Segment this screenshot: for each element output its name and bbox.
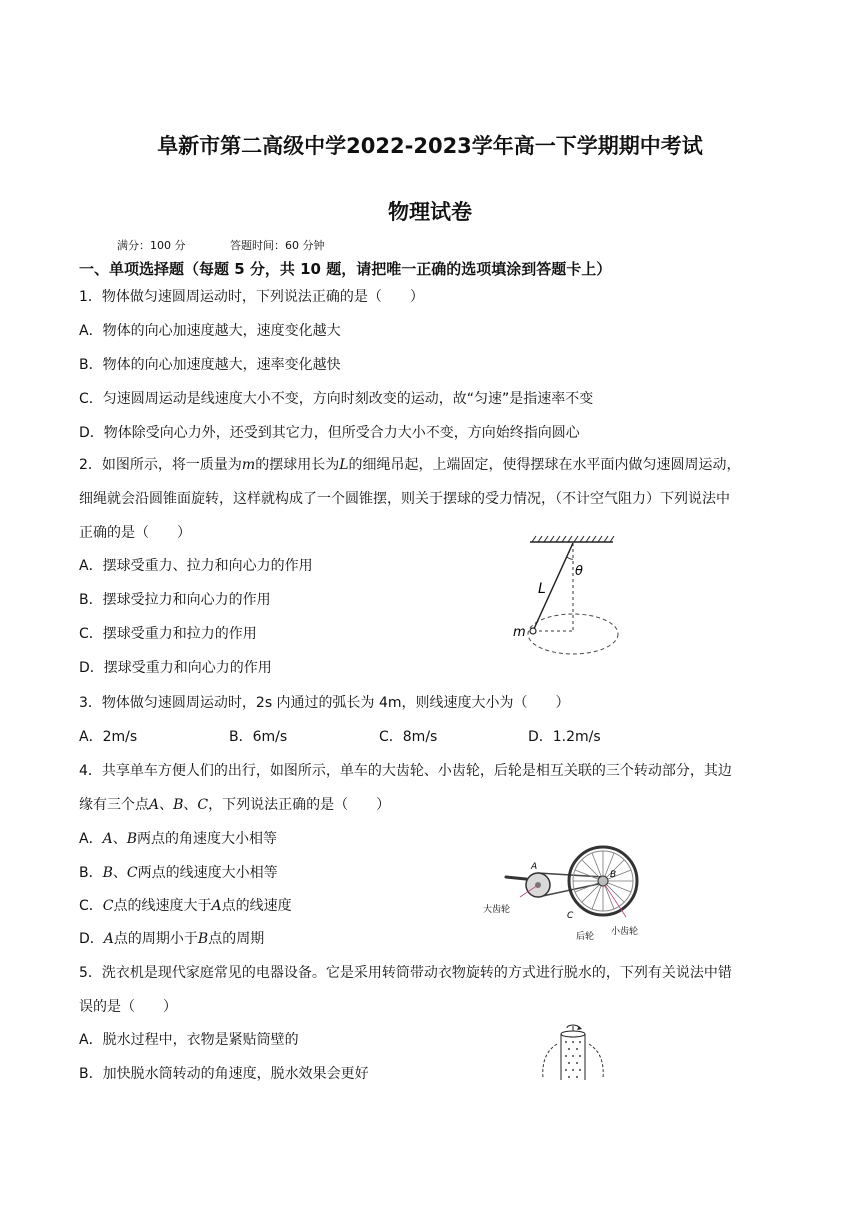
label-a: A xyxy=(531,862,538,872)
angle-arc xyxy=(567,557,573,559)
question-1-option-b: B．物体的向心加速度越大，速率变化越快 xyxy=(79,357,341,373)
question-1-option-c: C．匀速圆周运动是线速度大小不变，方向时刻改变的运动，故“匀速”是指速率不变 xyxy=(79,391,594,407)
rear-wheel-label: 后轮 xyxy=(576,932,595,942)
q4-sep: 、 xyxy=(183,797,198,813)
conical-pendulum-figure xyxy=(505,535,630,660)
q4-sep: 、 xyxy=(159,797,174,813)
pedal-crank xyxy=(506,877,526,879)
question-2-stem-line2: 细绳就会沿圆锥面旋转，这样就构成了一个圆锥摆，则关于摆球的受力情况，（不计空气阻力）下列说法中 xyxy=(79,491,730,507)
drum-top xyxy=(561,1031,585,1037)
question-3-stem: 3．物体做匀速圆周运动时，2s 内通过的弧长为 4m，则线速度大小为（ ） xyxy=(79,695,570,711)
option-var: B xyxy=(197,931,209,947)
question-2-option-b: B．摆球受拉力和向心力的作用 xyxy=(79,592,271,608)
question-2-stem-line1 xyxy=(79,456,741,474)
question-4-stem-line2 xyxy=(79,796,390,814)
question-4-option-d xyxy=(79,930,264,948)
circular-path xyxy=(528,614,618,654)
question-4-option-a xyxy=(79,830,277,848)
label-c: C xyxy=(567,911,574,921)
option-text: 、 xyxy=(112,865,127,881)
q2-text: 2．如图所示，将一质量为 xyxy=(79,457,242,473)
question-2-stem-line3: 正确的是（ ） xyxy=(79,525,191,541)
question-3-option-c: C．8m/s xyxy=(379,729,438,745)
option-var: A xyxy=(102,831,113,847)
option-var: C xyxy=(102,898,114,914)
bicycle-gear-figure xyxy=(478,845,653,945)
full-score: 满分：100 分 xyxy=(117,239,186,252)
q4-point-a: A xyxy=(149,797,160,813)
question-3-option-d: D．1.2m/s xyxy=(528,729,601,745)
option-var: B xyxy=(102,865,113,881)
label-theta: θ xyxy=(575,564,583,579)
question-4-stem-line1: 4．共享单车方便人们的出行，如图所示，单车的大齿轮、小齿轮，后轮是相互关联的三个转动部分，其边 xyxy=(79,763,732,779)
question-5-stem-line2: 误的是（ ） xyxy=(79,999,177,1015)
water-path-right xyxy=(589,1044,603,1078)
question-5-option-b: B．加快脱水筒转动的角速度，脱水效果会更好 xyxy=(79,1066,369,1082)
option-text: 、 xyxy=(112,831,127,847)
water-path-left xyxy=(543,1044,557,1078)
option-prefix: A． xyxy=(79,831,103,847)
option-text: 点的线速度大于 xyxy=(113,898,212,914)
option-var: A xyxy=(103,931,114,947)
answer-time: 答题时间：60 分钟 xyxy=(230,239,325,252)
question-2-option-a: A．摆球受重力、拉力和向心力的作用 xyxy=(79,558,313,574)
question-2-option-c: C．摆球受重力和拉力的作用 xyxy=(79,626,257,642)
exam-subject: 物理试卷 xyxy=(388,200,472,224)
question-5-stem-line1: 5．洗衣机是现代家庭常见的电器设备。它是采用转筒带动衣物旋转的方式进行脱水的，下列有关说法中错 xyxy=(79,965,732,981)
question-3-option-b: B．6m/s xyxy=(229,729,288,745)
small-gear-label: 小齿轮 xyxy=(611,927,639,937)
option-var: A xyxy=(211,898,222,914)
ceiling-hatch xyxy=(532,536,614,542)
question-2-option-d: D．摆球受重力和向心力的作用 xyxy=(79,660,272,676)
label-m: m xyxy=(513,625,526,640)
question-5-option-a: A．脱水过程中，衣物是紧贴筒壁的 xyxy=(79,1032,299,1048)
small-gear xyxy=(598,876,608,886)
option-text: 两点的角速度大小相等 xyxy=(137,831,277,847)
label-b: B xyxy=(610,870,617,880)
big-gear-label: 大齿轮 xyxy=(483,905,511,915)
washing-drum-figure xyxy=(535,1020,615,1085)
option-var: B xyxy=(126,831,137,847)
q4-text: ，下列说法正确的是（ ） xyxy=(208,797,391,813)
q2-text: 的摆球用长为 xyxy=(255,457,340,473)
question-4-option-c xyxy=(79,897,292,915)
question-1-option-a: A．物体的向心加速度越大，速度变化越大 xyxy=(79,323,341,339)
option-text: 两点的线速度大小相等 xyxy=(137,865,278,881)
option-text: 点的周期小于 xyxy=(113,931,198,947)
q2-mass-var: m xyxy=(241,457,256,473)
option-text: 点的周期 xyxy=(208,931,265,947)
exam-title: 阜新市第二高级中学2022-2023学年高一下学期期中考试 xyxy=(157,134,703,158)
question-3-option-a: A．2m/s xyxy=(79,729,138,745)
option-var: C xyxy=(126,865,138,881)
question-1-stem: 1．物体做匀速圆周运动时，下列说法正确的是（ ） xyxy=(79,289,424,305)
question-1-option-d: D．物体除受向心力外，还受到其它力，但所受合力大小不变，方向始终指向圆心 xyxy=(79,425,580,441)
section-heading: 一、单项选择题（每题 5 分，共 10 题，请把唯一正确的选项填涂到答题卡上） xyxy=(79,260,612,278)
q4-point-c: C xyxy=(197,797,209,813)
option-prefix: D． xyxy=(79,931,104,947)
option-text: 点的线速度 xyxy=(221,898,292,914)
q4-point-b: B xyxy=(173,797,184,813)
option-prefix: B． xyxy=(79,865,103,881)
option-prefix: C． xyxy=(79,898,103,914)
q2-text: 的细绳吊起，上端固定，使得摆球在水平面内做匀速圆周运动， xyxy=(348,457,741,473)
drum-holes xyxy=(565,1041,581,1078)
question-4-option-b xyxy=(79,864,278,882)
rotation-arrowhead xyxy=(577,1026,582,1030)
pendulum-bob xyxy=(530,628,536,634)
q2-length-var: L xyxy=(339,457,349,473)
label-L: L xyxy=(538,581,546,597)
q4-text: 缘有三个点 xyxy=(79,797,149,813)
